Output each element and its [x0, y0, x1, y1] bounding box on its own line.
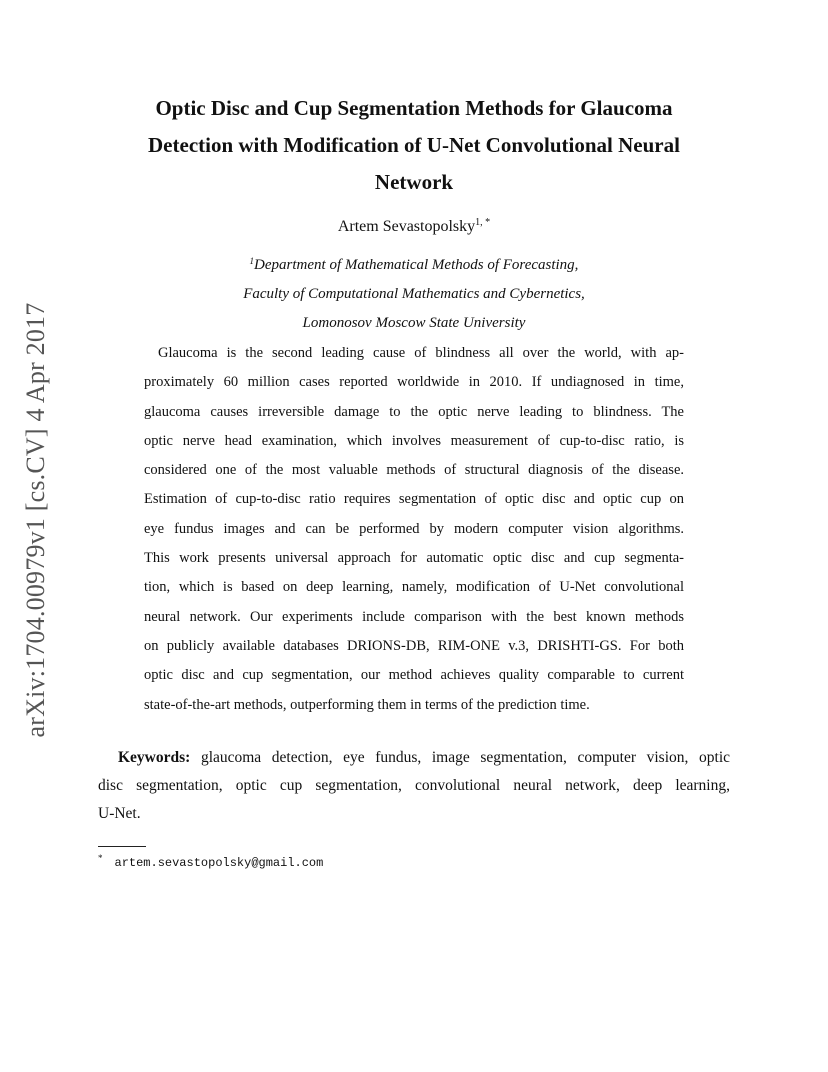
abstract-line: Glaucoma is the second leading cause of blindness all over the world, with ap-	[158, 345, 684, 361]
keywords	[98, 744, 730, 828]
author-name: Artem Sevastopolsky	[337, 218, 476, 235]
abstract-line: This work presents universal approach for automatic optic disc and cup segmenta-	[144, 550, 684, 567]
abstract-line: optic nerve head examination, which involves measurement of cup-to-disc ratio, is	[144, 432, 684, 449]
affiliation-line: Faculty of Computational Mathematics and Cybernetics,	[243, 286, 585, 302]
footnote-mark: *	[98, 853, 103, 863]
affiliation-line: Lomonosov Moscow State University	[302, 315, 526, 331]
abstract-line: optic disc and cup segmentation, our method achieves quality comparable to current	[144, 667, 684, 684]
abstract-line: proximately 60 million cases reported worldwide in 2010. If undiagnosed in time,	[144, 374, 684, 391]
arxiv-stamp: arXiv:1704.00979v1 [cs.CV] 4 Apr 2017	[21, 302, 50, 738]
abstract-line: Estimation of cup-to-disc ratio requires segmentation of optic disc and optic cup on	[144, 491, 684, 508]
keywords-line: U-Net.	[98, 805, 141, 822]
footnote-rule	[98, 846, 146, 847]
keywords-label: Keywords:	[118, 749, 191, 766]
keywords-line: disc segmentation, optic cup segmentation, convolutional neural network, deep learning,	[98, 777, 730, 794]
author-line	[100, 212, 728, 238]
abstract-line: considered one of the most valuable methods of structural diagnosis of the disease.	[144, 462, 684, 479]
affiliation-mark: 1	[249, 256, 255, 266]
title-line: Detection with Modification of U-Net Convolutional Neural	[148, 133, 680, 157]
abstract	[144, 339, 684, 720]
title-line: Network	[374, 170, 454, 194]
footnote-email: artem.sevastopolsky@gmail.com	[114, 856, 324, 870]
abstract-line: eye fundus images and can be performed by modern computer vision algorithms.	[144, 520, 684, 537]
affiliation	[100, 247, 728, 338]
abstract-line: on publicly available databases DRIONS-DB, RIM-ONE v.3, DRISHTI-GS. For both	[144, 637, 684, 654]
footnote	[98, 849, 323, 872]
abstract-line: glaucoma causes irreversible damage to the optic nerve leading to blindness. The	[144, 403, 684, 420]
affiliation-line: $^1$Department of Mathematical Methods of Forecasting,	[249, 256, 579, 273]
author-marks: 1, *	[475, 217, 491, 228]
abstract-line: neural network. Our experiments include comparison with the best known methods	[144, 608, 684, 625]
abstract-line: tion, which is based on deep learning, namely, modification of U-Net convolutional	[144, 579, 684, 596]
abstract-line: state-of-the-art methods, outperforming them in terms of the prediction time.	[144, 696, 590, 713]
title-line: Optic Disc and Cup Segmentation Methods for Glaucoma	[155, 96, 673, 120]
keywords-line: Keywords: glaucoma detection, eye fundus, image segmentation, computer vision, optic	[118, 749, 731, 766]
paper-title	[100, 90, 728, 201]
